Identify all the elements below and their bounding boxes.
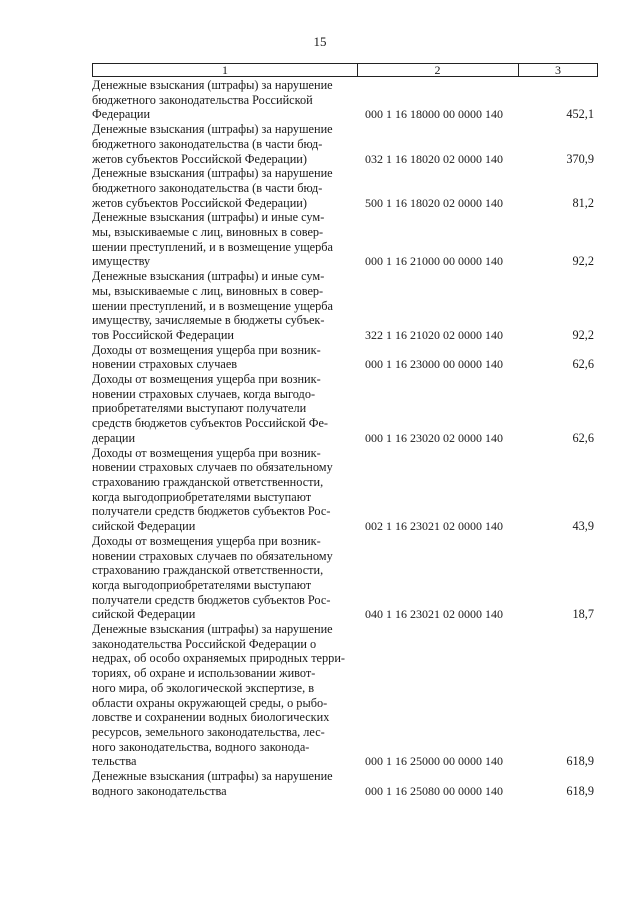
description-line: когда выгодоприобретателями выступают [92, 577, 312, 592]
description-line: Денежные взыскания (штрафы) за нарушение [92, 769, 333, 784]
amount: 452,1 [566, 107, 594, 122]
table-row [92, 166, 598, 210]
description-line: дерации [92, 430, 136, 445]
row-description [92, 534, 354, 622]
budget-classification-code: 000 1 16 18000 00 0000 140 [365, 107, 503, 122]
description-line: новении страховых случаев, когда выгодо- [92, 386, 316, 401]
budget-classification-code: 000 1 16 25000 00 0000 140 [365, 754, 503, 769]
description-line: Денежные взыскания (штрафы) за нарушение [92, 122, 333, 137]
amount: 92,2 [572, 254, 594, 269]
budget-classification-code: 002 1 16 23021 02 0000 140 [365, 519, 503, 534]
description-line: ного законодательства, водного законода- [92, 739, 310, 754]
amount: 618,9 [566, 783, 594, 798]
description-line: ториях, об охране и использовании живот- [92, 666, 316, 681]
description-line: законодательства Российской Федерации о [92, 636, 317, 651]
description-line: тельства [92, 754, 137, 769]
budget-classification-code: 322 1 16 21020 02 0000 140 [365, 327, 503, 342]
amount: 370,9 [566, 151, 594, 166]
description-line: мы, взыскиваемые с лиц, виновных в совер- [92, 225, 324, 240]
budget-classification-code: 000 1 16 25080 00 0000 140 [365, 783, 503, 798]
table-row [92, 769, 598, 798]
row-description [92, 122, 354, 166]
table-header [92, 63, 598, 77]
description-line: области охраны окружающей среды, о рыбо- [92, 695, 328, 710]
description-line: Доходы от возмещения ущерба при возник- [92, 533, 321, 548]
description-line: жетов субъектов Российской Федерации) [92, 151, 307, 166]
amount: 43,9 [572, 519, 594, 534]
description-line: жетов субъектов Российской Федерации) [92, 195, 307, 210]
table-row [92, 269, 598, 343]
description-line: Доходы от возмещения ущерба при возник- [92, 372, 321, 387]
row-description [92, 446, 354, 534]
row-description [92, 78, 354, 122]
table-row [92, 446, 598, 534]
description-line: бюджетного законодательства Российской [92, 92, 313, 107]
description-line: Денежные взыскания (штрафы) за нарушение [92, 78, 333, 92]
row-description [92, 622, 354, 769]
table-row [92, 210, 598, 269]
description-line: Денежные взыскания (штрафы) и иные сум- [92, 269, 325, 284]
description-line: получатели средств бюджетов субъектов Рос- [92, 592, 331, 607]
description-line: Денежные взыскания (штрафы) за нарушение [92, 622, 333, 637]
amount: 81,2 [572, 195, 594, 210]
budget-classification-code: 000 1 16 23000 00 0000 140 [365, 357, 503, 372]
description-line: новении страховых случаев по обязательному [92, 460, 333, 475]
table-row [92, 122, 598, 166]
budget-classification-code: 500 1 16 18020 02 0000 140 [365, 195, 503, 210]
budget-classification-code: 040 1 16 23021 02 0000 140 [365, 607, 503, 622]
description-line: шении преступлений, и в возмещение ущерба [92, 298, 334, 313]
header-col-3: 3 [555, 63, 561, 77]
description-line: водного законодательства [92, 783, 227, 798]
row-description [92, 269, 354, 343]
description-line: новении страховых случаев по обязательному [92, 548, 333, 563]
description-line: имуществу [92, 254, 151, 269]
table-row [92, 343, 598, 372]
description-line: имуществу, зачисляемые в бюджеты субъек- [92, 313, 325, 328]
description-line: Федерации [92, 107, 151, 122]
amount: 92,2 [572, 327, 594, 342]
amount: 618,9 [566, 754, 594, 769]
description-line: страхованию гражданской ответственности, [92, 563, 324, 578]
row-description [92, 343, 354, 372]
budget-classification-code: 032 1 16 18020 02 0000 140 [365, 151, 503, 166]
header-col-2: 2 [357, 64, 519, 76]
table-body [92, 78, 598, 798]
description-line: Доходы от возмещения ущерба при возник- [92, 445, 321, 460]
table-row [92, 622, 598, 769]
description-line: Денежные взыскания (штрафы) за нарушение [92, 166, 333, 181]
description-line: новении страховых случаев [92, 357, 238, 372]
description-line: страхованию гражданской ответственности, [92, 474, 324, 489]
description-line: сийской Федерации [92, 607, 196, 622]
table-row [92, 534, 598, 622]
description-line: Денежные взыскания (штрафы) и иные сум- [92, 210, 325, 225]
amount: 18,7 [572, 607, 594, 622]
description-line: ного мира, об экологической экспертизе, в [92, 680, 315, 695]
description-line: мы, взыскиваемые с лиц, виновных в совер- [92, 283, 324, 298]
table-row [92, 372, 598, 446]
table-row [92, 78, 598, 122]
description-line: ресурсов, земельного законодательства, лес- [92, 724, 325, 739]
description-line: недрах, об особо охраняемых природных терри- [92, 651, 345, 666]
description-line: бюджетного законодательства (в части бюд- [92, 180, 323, 195]
amount: 62,6 [572, 357, 594, 372]
description-line: сийской Федерации [92, 519, 196, 534]
description-line: приобретателями выступают получатели [92, 401, 307, 416]
header-col-1: 1 [93, 64, 358, 76]
description-line: тов Российской Федерации [92, 327, 234, 342]
description-line: ловстве и сохранении водных биологических [92, 710, 330, 725]
description-line: бюджетного законодательства (в части бюд- [92, 136, 323, 151]
description-line: шении преступлений, и в возмещение ущерба [92, 239, 334, 254]
row-description [92, 769, 354, 798]
description-line: средств бюджетов субъектов Российской Фе- [92, 416, 329, 431]
budget-classification-code: 000 1 16 21000 00 0000 140 [365, 254, 503, 269]
description-line: когда выгодоприобретателями выступают [92, 489, 312, 504]
description-line: Доходы от возмещения ущерба при возник- [92, 342, 321, 357]
row-description [92, 210, 354, 269]
description-line: получатели средств бюджетов субъектов Рос- [92, 504, 331, 519]
row-description [92, 166, 354, 210]
amount: 62,6 [572, 430, 594, 445]
page-number: 15 [313, 34, 327, 49]
row-description [92, 372, 354, 446]
budget-classification-code: 000 1 16 23020 02 0000 140 [365, 430, 503, 445]
